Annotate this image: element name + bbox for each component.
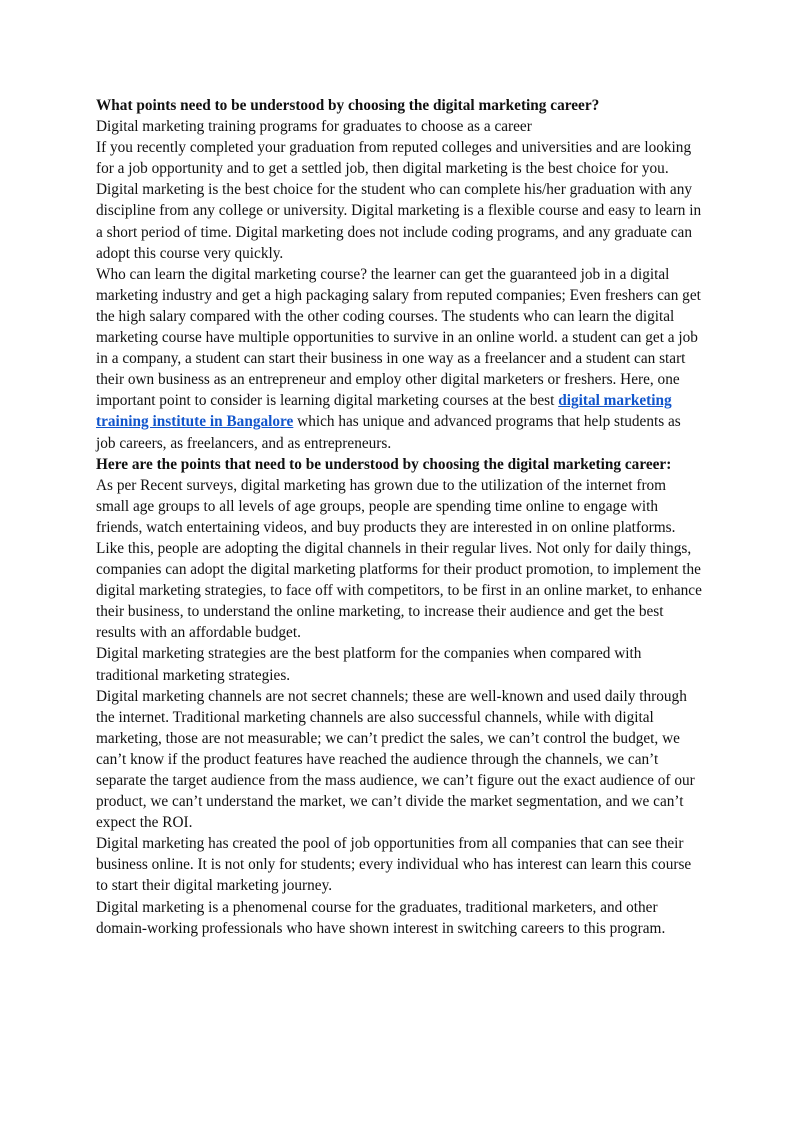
training-institute-link[interactable]: digital marketing training institute in Bangalore [96,392,672,431]
paragraph-best-choice: Digital marketing is the best choice for the student who can complete his/her graduation with any discipline from any college or university. Digital marketing is a flexible course and easy to learn in a short period of time. Digital marketing does not include coding programs, and any graduate can adopt this course very quickly. [96,181,702,262]
heading-points-list: Here are the points that need to be understood by choosing the digital marketing career: [96,455,672,473]
paragraph-phenomenal-course: Digital marketing is a phenomenal course for the graduates, traditional marketers, and other domain-working professionals who have shown interest in switching careers to this program. [96,898,666,937]
paragraph-who-can-learn [96,264,702,454]
paragraph-who-can-learn-text: Who can learn the digital marketing course? the learner can get the guaranteed job in a digital marketing industry and get a high packaging salary from reputed companies; Even freshers can get the high salary compared with the other coding courses. The students who can learn the digital marketing course have multiple opportunities to survive in an online world. a student can get a job in a company, a student can start their business in one way as a freelancer and a student can start their own business as an entrepreneur and employ other digital marketers or freshers. Here, one important point to consider is learning digital marketing courses at the best [96,265,701,410]
paragraph-recent-graduates: If you recently completed your graduation from reputed colleges and universities and are looking for a job opportunity and to get a settled job, then digital marketing is the best choice for you. [96,139,692,178]
document-body [96,95,702,939]
heading-career-points: What points need to be understood by choosing the digital marketing career? [96,97,600,114]
paragraph-training-programs: Digital marketing training programs for graduates to choose as a career [96,118,532,136]
paragraph-digital-channels: Like this, people are adopting the digital channels in their regular lives. Not only for daily things, companies can adopt the digital marketing platforms for their product promotion, to implement the digital marketing strategies, to face off with competitors, to be first in an online market, to enhance their business, to understand the online marketing, to increase their audience and get the best results with an affordable budget. [96,539,702,642]
paragraph-job-opportunities: Digital marketing has created the pool of job opportunities from all companies that can see their business online. It is not only for students; every individual who has interest can learn this course to start their digital marketing journey. [96,835,692,895]
paragraph-strategies: Digital marketing strategies are the best platform for the companies when compared with traditional marketing strategies. [96,645,642,684]
paragraph-marketing-channels: Digital marketing channels are not secret channels; these are well-known and used daily through the internet. Traditional marketing channels are also successful channels, while with digital marketing, those are not measurable; we can’t predict the sales, we can’t control the budget, we can’t know if the product features have reached the audience through the channels, we can’t separate the target audience from the mass audience, we can’t figure out the exact audience of our product, we can’t understand the market, we can’t divide the market segmentation, and we can’t expect the ROI. [96,687,695,832]
paragraph-recent-surveys: As per Recent surveys, digital marketing has grown due to the utilization of the internet from small age groups to all levels of age groups, people are spending time online to engage with friends, watch entertaining videos, and buy products they are interested in on online platforms. [96,476,676,536]
paragraph-who-can-learn-tail: which has unique and advanced programs that help students as job careers, as freelancers, and as entrepreneurs. [96,413,681,452]
